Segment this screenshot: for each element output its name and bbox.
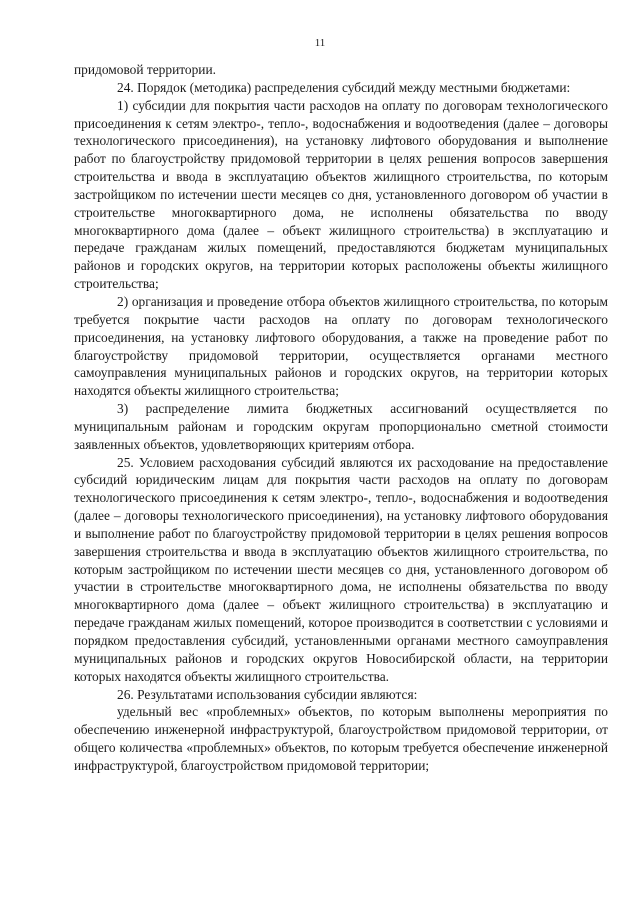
paragraph-subitem-2: 2) организация и проведение отбора объектов жилищного строительства, по которым требуется покрытие части расходов на оплату по договорам технологического присоединения, на установку лифтового оборудования, а также на проведение работ по благоустройству придомовой территории, осуществляется органами местного самоуправления муниципальных районов и городских округов, на территории которых находятся объекты жилищного строительства;	[74, 293, 608, 399]
paragraph-item-26: 26. Результатами использования субсидии являются:	[117, 686, 418, 702]
page-number: 11	[314, 37, 326, 49]
paragraph-subitem-1: 1) субсидии для покрытия части расходов на оплату по договорам технологического присоединения к сетям электро-, тепло-, водоснабжения и водоотведения (далее – договоры технологического присоединения), на установку лифтового оборудования и выполнение работ по благоустройству придомовой территории в целях решения вопросов завершения строительства и ввода в эксплуатацию объектов жилищного строительства, по которым застройщиком по истечении шести месяцев со дня, установленного договором об участии в строительстве многоквартирного дома, не исполнены обязательства по вводу многоквартирного дома (далее – объект жилищного строительства) в эксплуатацию и передаче гражданам жилых помещений, предоставляются бюджетам муниципальных районов и городских округов, на территории которых расположены объекты жилищного строительства;	[74, 97, 608, 292]
document-body	[74, 61, 608, 775]
paragraph-item-24: 24. Порядок (методика) распределения субсидий между местными бюджетами:	[117, 79, 571, 95]
paragraph-result-indicator: удельный вес «проблемных» объектов, по которым выполнены мероприятия по обеспечению инженерной инфраструктурой, благоустройством придомовой территории, от общего количества «проблемных» объектов, по которым требуется обеспечение инженерной инфраструктурой, благоустройством придомовой территории;	[74, 704, 608, 773]
paragraph-item-25: 25. Условием расходования субсидий являются их расходование на предоставление субсидий юридическим лицам для покрытия части расходов на оплату по договорам технологического присоединения к сетям электро-, тепло-, водоснабжения и водоотведения (далее – договоры технологического присоединения), на установку лифтового оборудования и выполнение работ по благоустройству придомовой территории в целях решения вопросов завершения строительства и ввода в эксплуатацию объектов жилищного строительства, по которым застройщиком по истечении шести месяцев со дня, установленного договором об участии в строительстве многоквартирного дома, не исполнены обязательства по вводу многоквартирного дома (далее – объект жилищного строительства) в эксплуатацию и передаче гражданам жилых помещений, которое производится в соответствии с условиями и порядком предоставления субсидий, установленными органами местного самоуправления муниципальных районов и городских округов Новосибирской области, на территории которых находятся объекты жилищного строительства.	[74, 454, 608, 684]
paragraph-continuation: придомовой территории.	[74, 62, 216, 77]
paragraph-subitem-3: 3) распределение лимита бюджетных ассигнований осуществляется по муниципальным районам и городским округам пропорционально сметной стоимости заявленных объектов, удовлетворяющих критериям отбора.	[74, 401, 608, 452]
